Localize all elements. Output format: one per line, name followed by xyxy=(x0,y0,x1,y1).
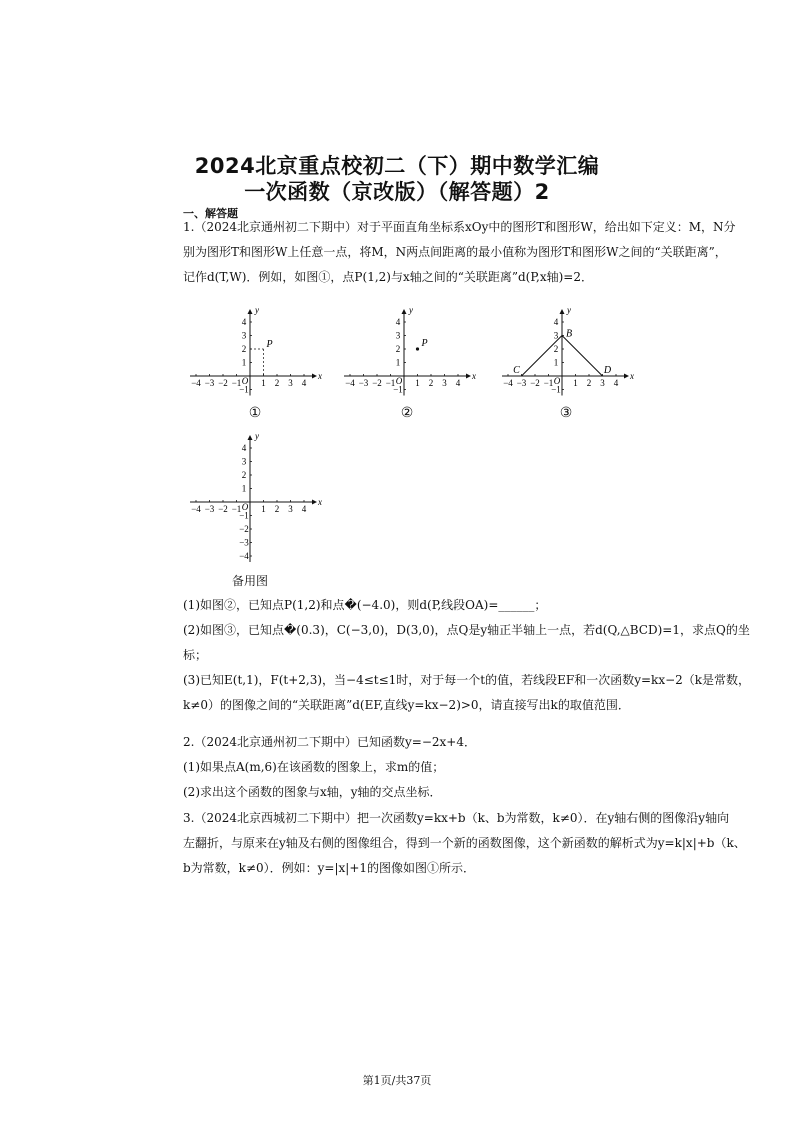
y-axis-arrow xyxy=(402,309,407,314)
question-2 xyxy=(183,730,783,805)
q3-line-1: 3.（2024北京西城初二下期中）把一次函数y=kx+b（k、b为常数，k≠0）．在y轴右侧的图像沿y轴向 xyxy=(183,811,730,825)
y-tick-label: 2 xyxy=(553,344,559,354)
q1-part-1: (1)如图②，已知点P(1,2)和点�(−4.0)，则d(P,线段OA)=______； xyxy=(183,598,547,612)
y-axis-arrow xyxy=(248,435,253,440)
coordinate-plane-1 xyxy=(183,296,333,396)
spare-figure-label: 备用图 xyxy=(232,574,269,588)
y-axis-arrow xyxy=(248,309,253,314)
x-tick-label: −2 xyxy=(218,504,228,514)
x-tick-label: −4 xyxy=(191,378,201,388)
origin-label: O xyxy=(241,502,249,512)
x-tick-label: 3 xyxy=(442,378,447,388)
x-axis-label: x xyxy=(318,371,322,381)
x-axis-label: x xyxy=(630,371,634,381)
origin-label: O xyxy=(395,376,403,386)
q1-line-3: 记作d(T,W)．例如，如图①，点P(1,2)与x轴之间的“关联距离”d(P,x轴)=2． xyxy=(183,270,593,284)
point-c-label: C xyxy=(513,365,520,376)
y-tick-label: −4 xyxy=(239,551,249,561)
x-tick-label: 3 xyxy=(288,504,293,514)
y-axis-label: y xyxy=(255,431,259,441)
q2-line-1: 2.（2024北京通州初二下期中）已知函数y=−2x+4． xyxy=(183,735,476,749)
x-tick-label: −4 xyxy=(503,378,513,388)
x-tick-label: 4 xyxy=(613,378,619,388)
origin-label: O xyxy=(553,376,561,386)
y-axis-label: y xyxy=(255,305,259,315)
q2-part-1: (1)如果点A(m,6)在该函数的图象上，求m的值； xyxy=(183,760,445,774)
y-tick-label: 1 xyxy=(395,357,401,368)
graph-figure-3 xyxy=(492,296,642,400)
y-tick-label: 3 xyxy=(553,330,559,341)
point-b-label: B xyxy=(565,328,573,340)
page-subtitle: 一次函数（京改版）（解答题）2 xyxy=(244,180,550,204)
x-tick-label: 4 xyxy=(301,378,307,388)
x-axis-arrow xyxy=(312,374,317,379)
y-tick-label: −2 xyxy=(239,524,249,534)
x-tick-label: −1 xyxy=(231,378,242,388)
coordinate-plane-spare xyxy=(183,422,333,572)
x-tick-label: −4 xyxy=(191,504,201,514)
point-p-label: P xyxy=(421,338,428,349)
y-tick-label: 4 xyxy=(241,443,247,453)
q2-part-2: (2)求出这个函数的图象与x轴，y轴的交点坐标． xyxy=(183,785,442,799)
x-axis-arrow xyxy=(312,500,317,505)
x-tick-label: 1 xyxy=(573,378,578,388)
y-tick-label: 4 xyxy=(553,317,559,327)
x-tick-label: 1 xyxy=(261,504,266,514)
q1-part-3a: (3)已知E(t,1)，F(t+2,3)，当−4≤t≤1时，对于每一个t的值，若线段EF和一次函数y=kx−2（k是常数， xyxy=(183,673,751,687)
x-tick-label: −3 xyxy=(358,378,369,388)
x-tick-label: 4 xyxy=(301,504,307,514)
y-axis-label: y xyxy=(567,305,571,315)
q1-part-2b: 标； xyxy=(183,648,208,662)
y-tick-label: −1 xyxy=(239,384,249,395)
x-tick-label: −2 xyxy=(372,378,382,388)
graph-figure-2 xyxy=(337,296,487,400)
coordinate-plane-2 xyxy=(337,296,487,396)
figure-label-1: ① xyxy=(248,405,262,421)
y-tick-label: 2 xyxy=(241,470,247,480)
y-tick-label: 1 xyxy=(241,357,247,368)
x-tick-label: −1 xyxy=(543,378,554,388)
q3-line-3: b为常数，k≠0）．例如：y=|x|+1的图像如图①所示． xyxy=(183,861,476,875)
y-tick-label: 2 xyxy=(395,344,401,354)
point-p xyxy=(416,347,419,350)
figure-label-3: ③ xyxy=(559,405,573,421)
point-d-label: D xyxy=(603,365,612,376)
y-tick-label: −1 xyxy=(551,384,561,395)
q1-part-3b: k≠0）的图像之间的“关联距离”d(EF,直线y=kx−2)>0，请直接写出k的取值范围． xyxy=(183,698,630,712)
x-tick-label: −4 xyxy=(345,378,355,388)
y-axis-label: y xyxy=(409,305,413,315)
coordinate-plane-3 xyxy=(492,296,642,396)
y-tick-label: 4 xyxy=(241,317,247,327)
section-heading: 一、解答题 xyxy=(183,207,238,220)
x-tick-label: 3 xyxy=(600,378,605,388)
x-tick-label: 2 xyxy=(586,378,592,388)
y-tick-label: −1 xyxy=(393,384,403,395)
x-tick-label: −1 xyxy=(231,504,242,514)
page-footer: 第1页/共37页 xyxy=(362,1074,432,1087)
x-tick-label: 4 xyxy=(455,378,461,388)
origin-label: O xyxy=(241,376,249,386)
x-tick-label: −2 xyxy=(530,378,540,388)
figure-label-2: ② xyxy=(400,405,414,421)
x-tick-label: 2 xyxy=(428,378,434,388)
y-tick-label: 3 xyxy=(241,456,247,467)
y-tick-label: 2 xyxy=(241,344,247,354)
x-tick-label: −1 xyxy=(385,378,396,388)
x-tick-label: 2 xyxy=(274,504,280,514)
question-1-parts xyxy=(183,593,783,718)
x-tick-label: −3 xyxy=(516,378,527,388)
graph-figure-1 xyxy=(183,296,333,400)
x-tick-label: −3 xyxy=(204,504,215,514)
y-tick-label: 4 xyxy=(395,317,401,327)
y-tick-label: 1 xyxy=(553,357,559,368)
x-axis-label: x xyxy=(472,371,476,381)
x-axis-label: x xyxy=(318,497,322,507)
y-tick-label: −1 xyxy=(239,510,249,521)
q3-line-2: 左翻折，与原来在y轴及右侧的图像组合，得到一个新的函数图像，这个新函数的解析式为y=k|x|+b（k、 xyxy=(183,836,746,850)
x-tick-label: 1 xyxy=(261,378,266,388)
question-3 xyxy=(183,806,783,881)
y-tick-label: −3 xyxy=(239,537,249,548)
y-axis-arrow xyxy=(560,309,565,314)
graph-spare xyxy=(183,422,333,576)
question-1-intro xyxy=(183,215,783,290)
x-axis-arrow xyxy=(466,374,471,379)
x-tick-label: 2 xyxy=(274,378,280,388)
page-title: 2024北京重点校初二（下）期中数学汇编 xyxy=(194,154,600,178)
y-tick-label: 3 xyxy=(395,330,401,341)
q1-line-2: 别为图形T和图形W上任意一点，将M，N两点间距离的最小值称为图形T和图形W之间的“关联距离”， xyxy=(183,245,727,259)
y-tick-label: 1 xyxy=(241,483,247,494)
x-tick-label: 1 xyxy=(415,378,420,388)
x-tick-label: −3 xyxy=(204,378,215,388)
x-axis-arrow xyxy=(624,374,629,379)
q1-part-2a: (2)如图③，已知点�(0.3)，C(−3,0)，D(3,0)，点Q是y轴正半轴上一点，若d(Q,△BCD)=1，求点Q的坐 xyxy=(183,623,750,637)
x-tick-label: 3 xyxy=(288,378,293,388)
q1-line-1: 1.（2024北京通州初二下期中）对于平面直角坐标系xOy中的图形T和图形W，给出如下定义：M，N分 xyxy=(183,220,736,234)
y-tick-label: 3 xyxy=(241,330,247,341)
point-p-label: P xyxy=(266,339,273,350)
x-tick-label: −2 xyxy=(218,378,228,388)
